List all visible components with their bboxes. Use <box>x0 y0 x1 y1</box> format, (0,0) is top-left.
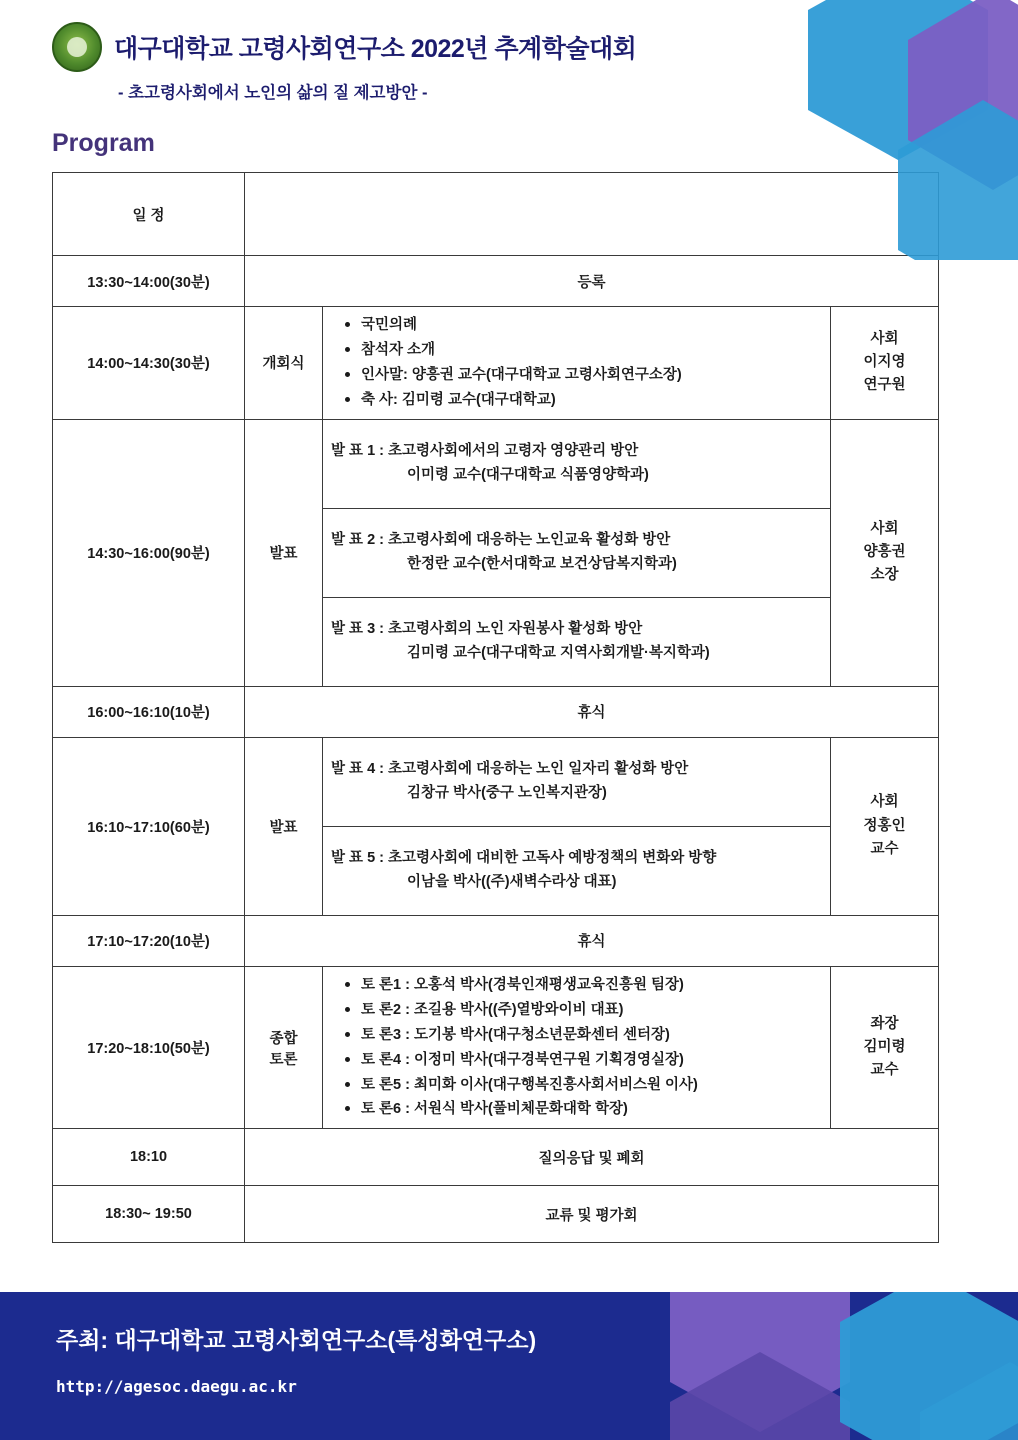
row-kind: 개회식 <box>245 307 323 420</box>
presentation-presenter: 이남을 박사((주)새벽수라상 대표) <box>407 873 617 890</box>
table-row <box>53 1186 939 1243</box>
row-content: 휴식 <box>245 915 939 966</box>
university-emblem-icon <box>52 22 102 72</box>
list-item: 인사말: 양흥권 교수(대구대학교 고령사회연구소장) <box>345 363 822 388</box>
row-chair <box>831 737 939 915</box>
row-content: 휴식 <box>245 686 939 737</box>
row-content <box>323 597 831 686</box>
page-subtitle: - 초고령사회에서 노인의 삶의 질 제고방안 - <box>118 84 428 102</box>
row-chair <box>831 307 939 420</box>
kind-line: 토론 <box>269 1051 298 1068</box>
row-content <box>323 307 831 420</box>
row-time: 14:30~16:00(90분) <box>53 419 245 686</box>
table-row <box>53 307 939 420</box>
page-title: 대구대학교 고령사회연구소 2022년 추계학술대회 <box>114 35 637 63</box>
table-row <box>53 915 939 966</box>
row-kind: 발표 <box>245 419 323 686</box>
chair-line: 사회 <box>870 520 899 537</box>
list-item: 토 론6 : 서원식 박사(풀비체문화대학 학장) <box>345 1097 822 1122</box>
list-item: 토 론3 : 도기봉 박사(대구청소년문화센터 센터장) <box>345 1023 822 1048</box>
presentation-title: 발 표 5 : 초고령사회에 대비한 고독사 예방정책의 변화와 방향 <box>331 849 717 866</box>
presentation-presenter: 한정란 교수(한서대학교 보건상담복지학과) <box>407 555 677 572</box>
table-row <box>53 256 939 307</box>
bullet-list <box>331 313 822 413</box>
list-item: 토 론5 : 최미화 이사(대구행복진흥사회서비스원 이사) <box>345 1073 822 1098</box>
document-footer <box>0 1292 1018 1440</box>
kind-line: 종합 <box>269 1030 298 1047</box>
row-content <box>323 966 831 1129</box>
chair-line: 교수 <box>870 1062 899 1079</box>
host-organization: 주최: 대구대학교 고령사회연구소(특성화연구소) <box>56 1327 537 1353</box>
list-item: 축 사: 김미령 교수(대구대학교) <box>345 388 822 413</box>
row-kind <box>245 966 323 1129</box>
table-row <box>53 686 939 737</box>
row-time: 18:10 <box>53 1129 245 1186</box>
row-time: 16:00~16:10(10분) <box>53 686 245 737</box>
chair-line: 교수 <box>870 840 899 857</box>
title-row <box>52 22 1018 72</box>
row-time: 13:30~14:00(30분) <box>53 256 245 307</box>
footer-text-block <box>0 1292 1018 1396</box>
row-chair <box>831 966 939 1129</box>
row-content: 교류 및 평가회 <box>245 1186 939 1243</box>
chair-line: 연구원 <box>863 377 906 394</box>
chair-line: 소장 <box>870 567 899 584</box>
row-time: 14:00~14:30(30분) <box>53 307 245 420</box>
chair-line: 사회 <box>870 794 899 811</box>
document-header <box>0 0 1018 103</box>
row-content: 등록 <box>245 256 939 307</box>
row-chair <box>831 419 939 686</box>
row-content <box>323 419 831 508</box>
list-item: 토 론1 : 오홍석 박사(경북인재평생교육진흥원 팀장) <box>345 973 822 998</box>
chair-line: 좌장 <box>870 1015 899 1032</box>
row-time: 16:10~17:10(60분) <box>53 737 245 915</box>
presentation-title: 발 표 2 : 초고령사회에 대응하는 노인교육 활성화 방안 <box>331 531 671 548</box>
row-time: 18:30~ 19:50 <box>53 1186 245 1243</box>
row-content <box>323 737 831 826</box>
chair-line: 이지영 <box>863 354 906 371</box>
table-row <box>53 419 939 508</box>
list-item: 토 론4 : 이정미 박사(대구경북연구원 기획경영실장) <box>345 1048 822 1073</box>
table-row <box>53 737 939 826</box>
presentation-title: 발 표 1 : 초고령사회에서의 고령자 영양관리 방안 <box>331 442 639 459</box>
presentation-title: 발 표 4 : 초고령사회에 대응하는 노인 일자리 활성화 방안 <box>331 760 689 777</box>
row-content <box>323 508 831 597</box>
list-item: 국민의례 <box>345 313 822 338</box>
table-row <box>53 966 939 1129</box>
row-content: 질의응답 및 폐회 <box>245 1129 939 1186</box>
program-section-label: Program <box>52 129 155 157</box>
presentation-presenter: 이미령 교수(대구대학교 식품영양학과) <box>407 466 649 483</box>
row-time: 17:20~18:10(50분) <box>53 966 245 1129</box>
program-table <box>52 172 939 1243</box>
row-content <box>323 826 831 915</box>
presentation-title: 발 표 3 : 초고령사회의 노인 자원봉사 활성화 방안 <box>331 620 643 637</box>
chair-line: 김미령 <box>863 1038 906 1055</box>
row-time: 17:10~17:20(10분) <box>53 915 245 966</box>
row-kind: 발표 <box>245 737 323 915</box>
list-item: 토 론2 : 조길용 박사((주)열방와이비 대표) <box>345 998 822 1023</box>
list-item: 참석자 소개 <box>345 338 822 363</box>
bullet-list <box>331 973 822 1123</box>
chair-line: 정홍인 <box>863 817 906 834</box>
presentation-presenter: 김미령 교수(대구대학교 지역사회개발·복지학과) <box>407 644 710 661</box>
column-header-schedule: 일 정 <box>53 173 245 256</box>
program-table-wrapper <box>52 172 938 1243</box>
presentation-presenter: 김창규 박사(중구 노인복지관장) <box>407 784 607 801</box>
table-row <box>53 1129 939 1186</box>
website-url[interactable]: http://agesoc.daegu.ac.kr <box>56 1377 297 1396</box>
chair-line: 양흥권 <box>863 544 906 561</box>
chair-line: 사회 <box>870 331 899 348</box>
